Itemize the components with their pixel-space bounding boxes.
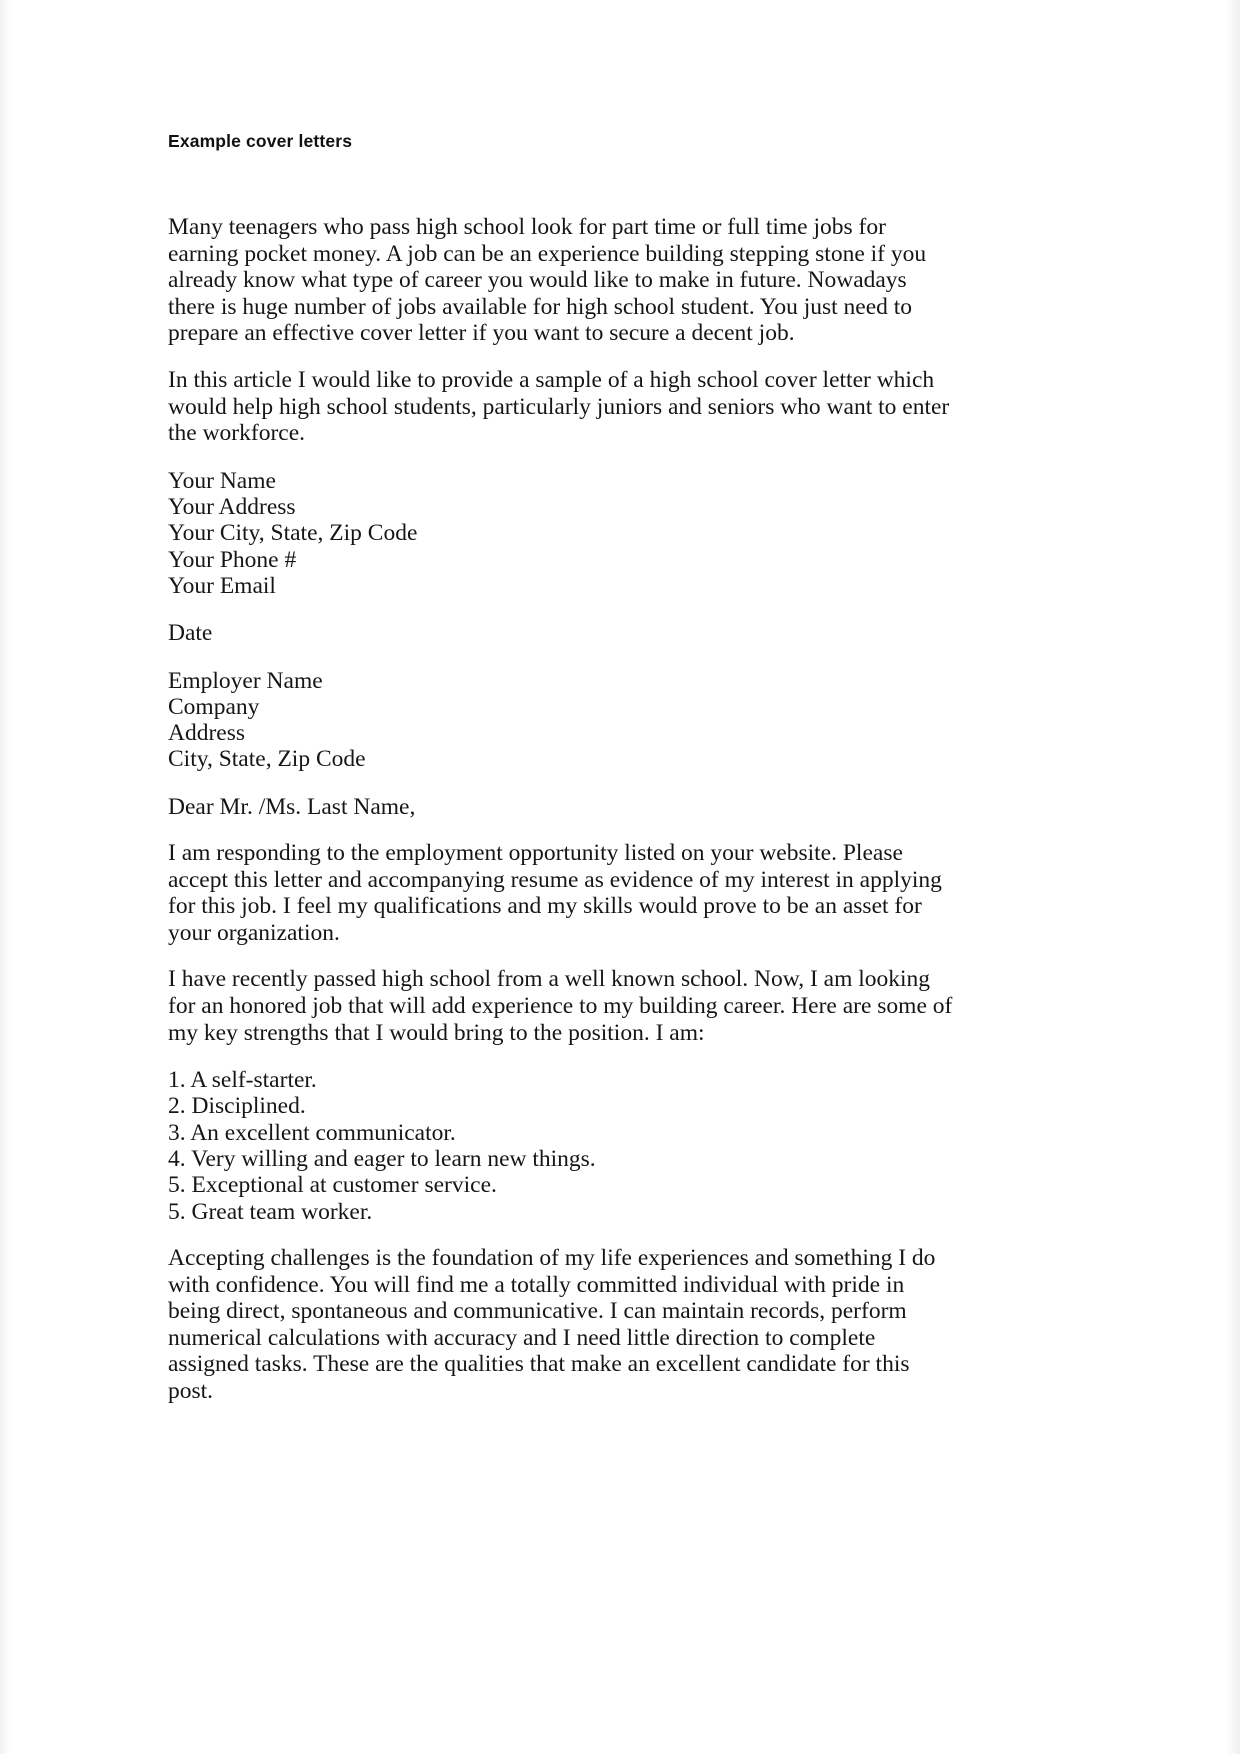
spacer [168, 647, 958, 668]
closing-paragraph: Accepting challenges is the foundation of my life experiences and something I do with confidence. You will find me a totally committed individual with pride in being direct, spontaneous and communicative. I can maintain records, perform numerical calculations with accuracy and I need little direction to complete assigned tasks. These are the qualities that make an excellent candidate for this post. [168, 1244, 936, 1404]
list-item: 1. A self-starter. [168, 1067, 317, 1094]
list-item: 2. Disciplined. [168, 1093, 306, 1120]
spacer [168, 347, 958, 367]
recipient-company: Company [168, 693, 260, 720]
list-item: 5. Great team worker. [168, 1198, 373, 1225]
recipient-employer-name: Employer Name [168, 667, 323, 694]
intro-paragraph-2: In this article I would like to provide a sample of a high school cover letter which would help high school students, particularly juniors and seniors who want to enter the workforce. [168, 366, 950, 447]
salutation: Dear Mr. /Ms. Last Name, [168, 793, 416, 820]
salutation-block [168, 794, 958, 820]
sender-address-block [168, 468, 958, 599]
sender-phone: Your Phone # [168, 546, 297, 573]
spacer [168, 1225, 958, 1245]
spacer [168, 773, 958, 794]
scan-edge-left [0, 0, 10, 1754]
date-line: Date [168, 620, 213, 647]
spacer [168, 447, 958, 468]
sender-city-state-zip: Your City, State, Zip Code [168, 520, 418, 547]
sender-name: Your Name [168, 467, 276, 494]
spacer [168, 820, 958, 840]
document-content [168, 0, 958, 1405]
spacer [168, 152, 958, 214]
scan-edge-right [1226, 0, 1240, 1754]
spacer [168, 946, 958, 966]
list-item: 5. Exceptional at customer service. [168, 1172, 497, 1199]
date-block [168, 620, 958, 646]
strengths-list [168, 1067, 958, 1225]
sender-email: Your Email [168, 572, 276, 599]
spacer [168, 1046, 958, 1067]
list-item: 4. Very willing and eager to learn new things. [168, 1146, 596, 1173]
body-paragraph-2: I have recently passed high school from a well known school. Now, I am looking for an honored job that will add experience to my building career. Here are some of my key strengths that I would bring to the position. I am: [168, 966, 953, 1046]
recipient-address-block [168, 668, 958, 773]
body-paragraph-1: I am responding to the employment opportunity listed on your website. Please accept this letter and accompanying resume as evidence of my interest in applying for this job. I feel my qualifications and my skills would prove to be an asset for your organization. [168, 840, 942, 946]
spacer [168, 599, 958, 620]
intro-paragraph-1: Many teenagers who pass high school look for part time or full time jobs for earning pocket money. A job can be an experience building stepping stone if you already know what type of career you would like to make in future. Nowadays there is huge number of jobs available for high school student. You just need to prepare an effective cover letter if you want to secure a decent job. [168, 214, 927, 347]
sender-address: Your Address [168, 494, 296, 521]
list-item: 3. An excellent communicator. [168, 1119, 456, 1146]
page-title: Example cover letters [168, 131, 353, 151]
recipient-address: Address [168, 720, 246, 747]
recipient-city-state-zip: City, State, Zip Code [168, 746, 366, 773]
